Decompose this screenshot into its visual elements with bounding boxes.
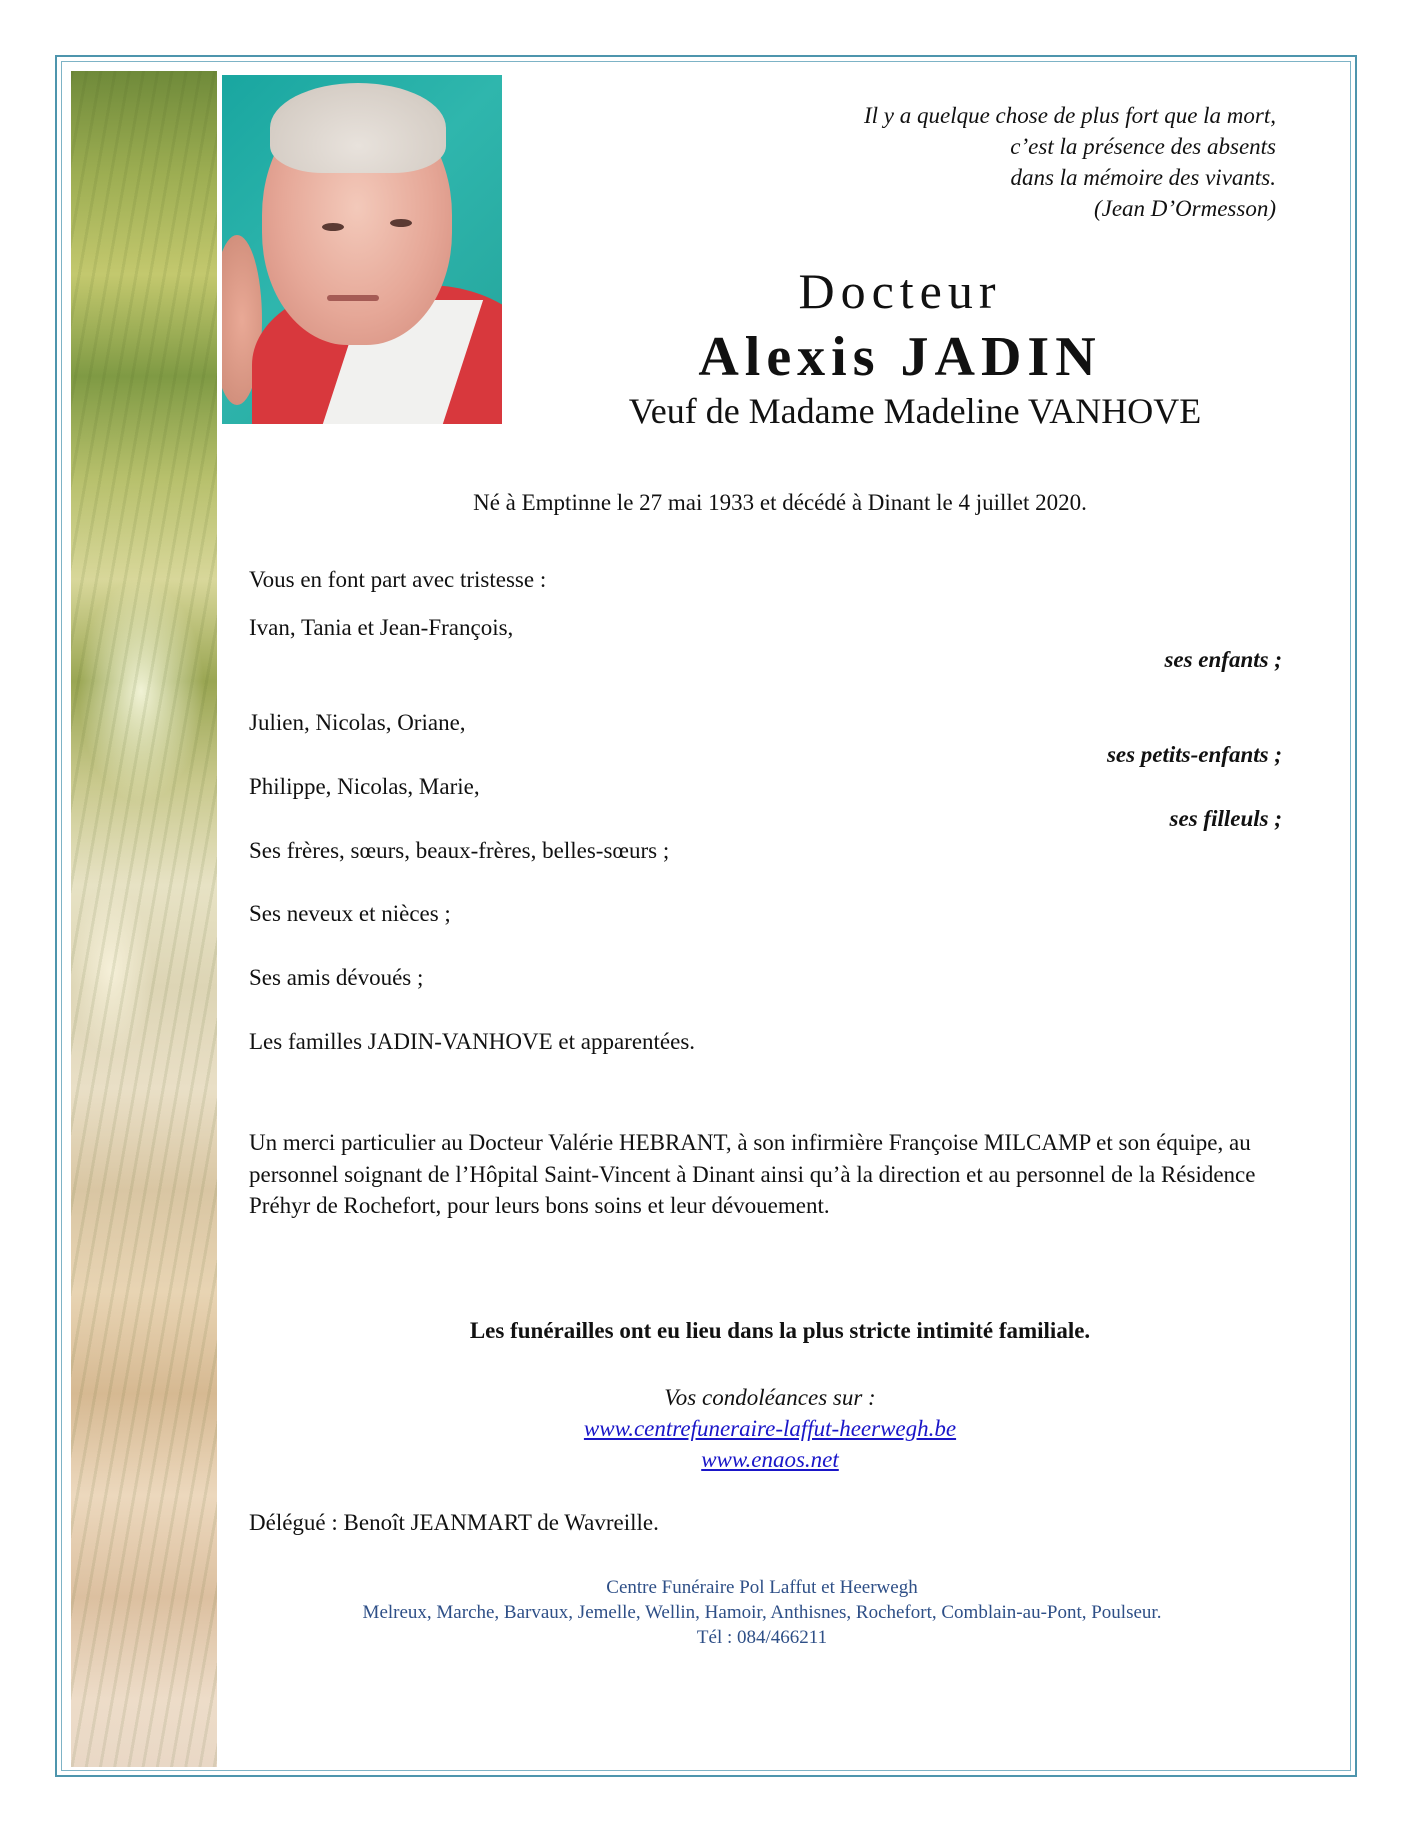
forest-path-image-strip <box>71 71 217 1767</box>
quote-line-2: c’est la présence des absents <box>1010 134 1276 159</box>
friends-line: Ses amis dévoués ; <box>249 965 424 990</box>
announcement-intro: Vous en font part avec tristesse : <box>249 567 547 592</box>
portrait-photo <box>222 75 502 424</box>
grandchildren-relation: ses petits-enfants ; <box>1106 742 1282 767</box>
condolences-block <box>250 1382 1290 1475</box>
funeral-notice: Les funérailles ont eu lieu dans la plus stricte intimité familiale. <box>469 1318 1091 1343</box>
quote-author: (Jean D’Ormesson) <box>1093 196 1276 221</box>
condolences-link-funeral-center[interactable]: www.centrefuneraire-laffut-heerwegh.be <box>583 1416 957 1441</box>
quote-line-3: dans la mémoire des vivants. <box>1010 165 1276 190</box>
nephews-line: Ses neveux et nièces ; <box>249 901 451 926</box>
epigraph-quote <box>676 100 1276 224</box>
deceased-name: Alexis JADIN <box>698 326 1102 388</box>
delegate-line: Délégué : Benoît JEANMART de Wavreille. <box>249 1510 659 1535</box>
godchildren-relation: ses filleuls ; <box>1169 806 1282 831</box>
condolences-link-enaos[interactable]: www.enaos.net <box>701 1447 839 1472</box>
siblings-line: Ses frères, sœurs, beaux-frères, belles-sœurs ; <box>249 838 670 863</box>
deceased-spouse: Veuf de Madame Madeline VANHOVE <box>628 391 1202 431</box>
children-relation: ses enfants ; <box>1164 647 1282 672</box>
photo-eye-right <box>390 219 412 227</box>
grandchildren-names: Julien, Nicolas, Oriane, <box>249 710 466 735</box>
children-names: Ivan, Tania et Jean-François, <box>249 615 514 640</box>
quote-line-1: Il y a quelque chose de plus fort que la mort, <box>863 103 1276 128</box>
footer-company: Centre Funéraire Pol Laffut et Heerwegh <box>606 1577 918 1598</box>
photo-mouth <box>327 295 379 301</box>
birth-death-line: Né à Emptinne le 27 mai 1933 et décédé à Dinant le 4 juillet 2020. <box>473 490 1087 515</box>
condolences-label: Vos condoléances sur : <box>664 1385 876 1410</box>
godchildren-names: Philippe, Nicolas, Marie, <box>249 774 480 799</box>
deceased-title: Docteur <box>798 263 1002 319</box>
footer-phone: Tél : 084/466211 <box>696 1627 828 1648</box>
funeral-home-footer <box>217 1575 1307 1650</box>
footer-locations: Melreux, Marche, Barvaux, Jemelle, Wellin, Hamoir, Anthisnes, Rochefort, Comblain-au-Pont, Poulseur. <box>362 1602 1162 1623</box>
photo-eye-left <box>322 223 344 231</box>
thanks-paragraph: Un merci particulier au Docteur Valérie HEBRANT, à son infirmière Françoise MILCAMP et son équipe, au personnel soignant de l’Hôpital Saint-Vincent à Dinant ainsi qu’à la direction et au personnel de la Résidence Préhyr de Rochefort, pour leurs bons soins et leur dévouement. <box>249 1130 1256 1218</box>
families-line: Les familles JADIN-VANHOVE et apparentées. <box>249 1029 696 1054</box>
photo-hair <box>270 83 446 173</box>
